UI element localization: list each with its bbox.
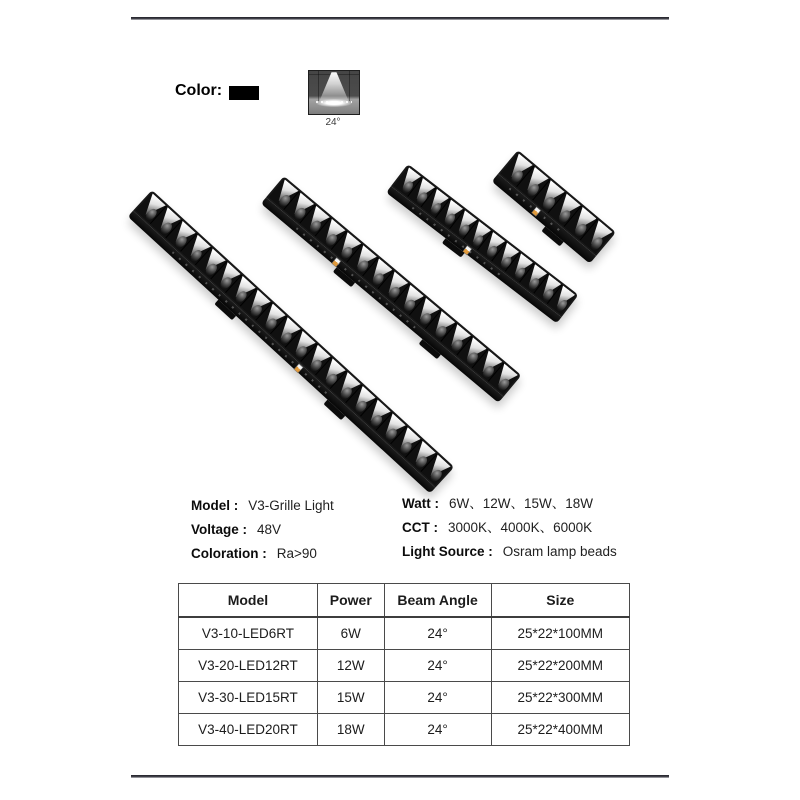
table-cell: 24° xyxy=(384,682,491,714)
spec-table xyxy=(178,583,630,746)
spec-label: Voltage : xyxy=(191,522,248,537)
table-cell: V3-20-LED12RT xyxy=(179,650,318,682)
spec-line xyxy=(402,540,617,564)
table-cell: 18W xyxy=(317,714,384,746)
color-label: Color: xyxy=(175,82,223,99)
spec-line xyxy=(402,492,617,516)
label-sticker xyxy=(332,258,340,267)
table-cell: 15W xyxy=(317,682,384,714)
spec-line xyxy=(191,542,334,566)
table-cell: 12W xyxy=(317,650,384,682)
grille-bar-20-led xyxy=(128,190,455,494)
spec-line xyxy=(402,516,617,540)
label-sticker xyxy=(532,207,540,216)
spec-table-body xyxy=(179,617,630,746)
table-cell: 25*22*200MM xyxy=(491,650,629,682)
column-header: Beam Angle xyxy=(384,584,491,618)
table-cell: 24° xyxy=(384,650,491,682)
spec-value: Ra>90 xyxy=(276,546,317,561)
spec-value: 6W、12W、15W、18W xyxy=(449,496,594,511)
table-row xyxy=(179,714,630,746)
table-row xyxy=(179,682,630,714)
table-cell: V3-40-LED20RT xyxy=(179,714,318,746)
table-cell: 24° xyxy=(384,617,491,650)
table-row xyxy=(179,650,630,682)
table-cell: 24° xyxy=(384,714,491,746)
table-cell: 25*22*300MM xyxy=(491,682,629,714)
table-cell: 25*22*100MM xyxy=(491,617,629,650)
spec-label: Coloration : xyxy=(191,546,267,561)
table-cell: 6W xyxy=(317,617,384,650)
spec-list-right xyxy=(402,492,617,564)
label-sticker xyxy=(294,364,302,373)
spec-value: 3000K、4000K、6000K xyxy=(448,520,593,535)
spec-label: Model : xyxy=(191,498,239,513)
spec-value: V3-Grille Light xyxy=(248,498,334,513)
spec-line xyxy=(191,494,334,518)
spec-label: CCT : xyxy=(402,520,438,535)
column-header: Model xyxy=(179,584,318,618)
bottom-divider xyxy=(131,775,669,778)
spec-label: Light Source : xyxy=(402,544,493,559)
spec-value: 48V xyxy=(257,522,282,537)
beam-angle-caption: 24° xyxy=(325,117,341,128)
spec-line xyxy=(191,518,334,542)
spec-list-left xyxy=(191,494,334,566)
column-header: Power xyxy=(317,584,384,618)
column-header: Size xyxy=(491,584,629,618)
spec-table-header xyxy=(179,584,630,618)
spec-value: Osram lamp beads xyxy=(502,544,617,559)
spec-label: Watt : xyxy=(402,496,439,511)
table-cell: 25*22*400MM xyxy=(491,714,629,746)
table-row xyxy=(179,617,630,650)
bar-housing xyxy=(128,211,436,494)
table-cell: V3-30-LED15RT xyxy=(179,682,318,714)
table-cell: V3-10-LED6RT xyxy=(179,617,318,650)
grille-reflector-row xyxy=(133,190,454,488)
